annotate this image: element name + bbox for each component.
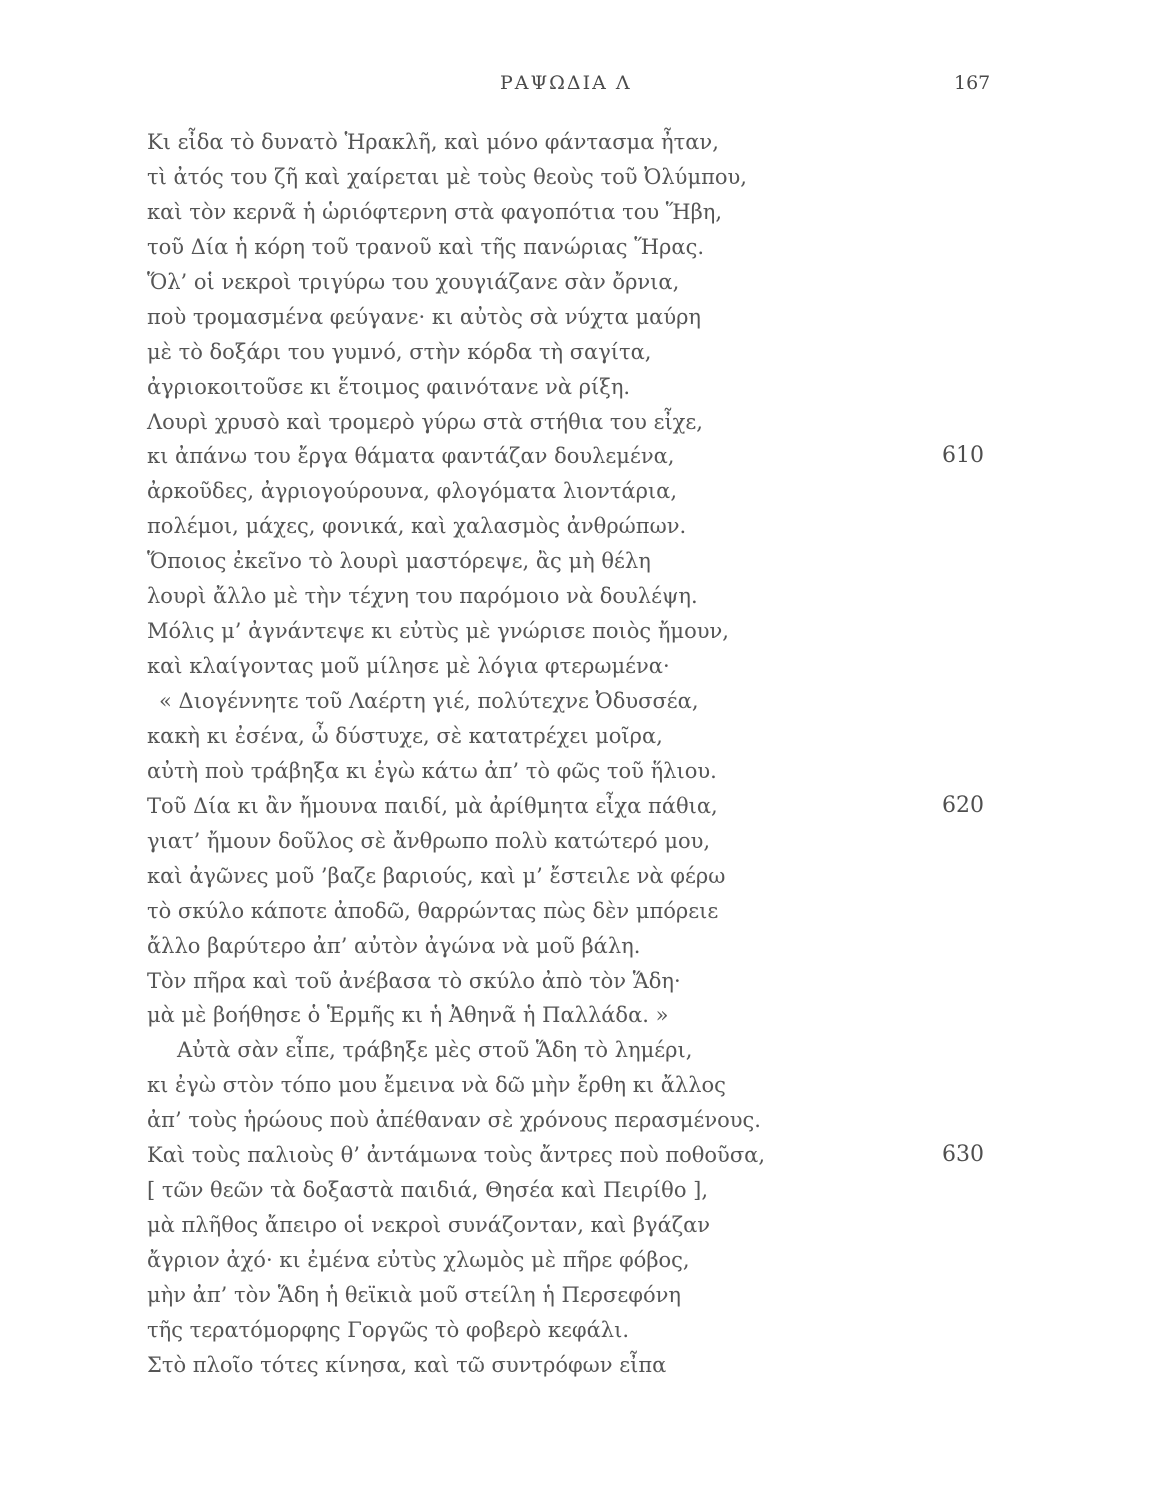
verse-text: καὶ κλαίγοντας μοῦ μίλησε μὲ λόγια φτερωμένα· (147, 654, 670, 679)
verse-text: λουρὶ ἄλλο μὲ τὴν τέχνη του παρόμοιο νὰ δουλέψη. (147, 584, 698, 609)
verse-line (147, 789, 1047, 824)
line-number: 620 (942, 792, 984, 818)
verse-text: καὶ ἀγῶνες μοῦ ’βαζε βαριούς, καὶ μ’ ἔστειλε νὰ φέρω (147, 863, 726, 888)
verse-text: ἄγριον ἀχό· κι ἐμένα εὐτὺς χλωμὸς μὲ πῆρε φόβος, (147, 1248, 690, 1272)
verse-line (147, 230, 1047, 265)
verse-line (147, 544, 1047, 579)
verse-line (147, 684, 1047, 719)
verse-line (147, 1278, 1047, 1313)
verse-text: Αὐτὰ σὰν εἶπε, τράβηξε μὲς στοῦ Ἅδη τὸ λημέρι, (177, 1038, 693, 1063)
verse-line (147, 824, 1047, 859)
verse-text: τῆς τερατόμορφης Γοργῶς τὸ φοβερὸ κεφάλι. (147, 1317, 630, 1342)
verse-text: τὸ σκύλο κάποτε ἀποδῶ, θαρρώντας πὼς δὲν μπόρειε (147, 898, 719, 923)
verse-text: κακὴ κι ἐσένα, ὦ δύστυχε, σὲ κατατρέχει μοῖρα, (147, 723, 663, 748)
verse-line (147, 439, 1047, 474)
verse-line (147, 1313, 1047, 1348)
line-number: 610 (942, 443, 984, 469)
verse-line (147, 998, 1047, 1033)
running-head (0, 72, 1149, 102)
verse-text: Τοῦ Δία κι ἂν ἤμουνα παιδί, μὰ ἀρίθμητα εἶχα πάθια, (147, 793, 718, 818)
page-number: 167 (954, 72, 991, 94)
verse-text: « Διογέννητε τοῦ Λαέρτη γιέ, πολύτεχνε Ὀδυσσέα, (159, 689, 699, 713)
verse-line (147, 1243, 1047, 1278)
verse-line (147, 474, 1047, 509)
verse-line (147, 964, 1047, 999)
verse-line (147, 579, 1047, 614)
verse-text: Λουρὶ χρυσὸ καὶ τρομερὸ γύρω στὰ στήθια του εἶχε, (147, 409, 703, 434)
verse-text: κι ἐγὼ στὸν τόπο μου ἔμεινα νὰ δῶ μὴν ἔρθη κι ἄλλος (147, 1073, 726, 1098)
verse-text: κι ἀπάνω του ἔργα θάματα φαντάζαν δουλεμένα, (147, 444, 675, 469)
verse-text: μὰ πλῆθος ἄπειρο οἱ νεκροὶ συνάζονταν, καὶ βγάζαν (147, 1213, 711, 1238)
verse-text: γιατ’ ἤμουν δοῦλος σὲ ἄνθρωπο πολὺ κατώτερό μου, (147, 828, 711, 853)
verse-text: αὐτὴ ποὺ τράβηξα κι ἐγὼ κάτω ἀπ’ τὸ φῶς τοῦ ἥλιου. (147, 758, 717, 783)
verse-text: μὴν ἀπ’ τὸν Ἅδη ἡ θεϊκιὰ μοῦ στείλη ἡ Περσεφόνη (147, 1282, 681, 1307)
verse-text: ἀρκοῦδες, ἀγριογούρουνα, φλογόματα λιοντάρια, (147, 479, 678, 504)
chapter-title: ΡΑΨΩΔΙΑ Λ (500, 72, 632, 94)
verse-line (147, 1103, 1047, 1138)
verse-line (147, 195, 1047, 230)
verse-text: Ὅποιος ἐκεῖνο τὸ λουρὶ μαστόρεψε, ἂς μὴ θέλη (147, 549, 651, 574)
verse-text: μὰ μὲ βοήθησε ὁ Ἑρμῆς κι ἡ Ἀθηνᾶ ἡ Παλλάδα. » (147, 1003, 669, 1028)
verse-text: Καὶ τοὺς παλιοὺς θ’ ἀντάμωνα τοὺς ἄντρες ποὺ ποθοῦσα, (147, 1143, 766, 1168)
verse-text: ποὺ τρομασμένα φεύγανε· κι αὐτὸς σὰ νύχτα μαύρη (147, 304, 702, 329)
verse-line (147, 370, 1047, 405)
verse-line (147, 1068, 1047, 1103)
verse-line (147, 265, 1047, 300)
verse-line (147, 1348, 1047, 1383)
verse-line (147, 300, 1047, 335)
verse-line (147, 1173, 1047, 1208)
verse-line (147, 509, 1047, 544)
verse-text: τοῦ Δία ἡ κόρη τοῦ τρανοῦ καὶ τῆς πανώριας Ἥρας. (147, 234, 705, 259)
verse-line (147, 649, 1047, 684)
verse-line (147, 859, 1047, 894)
verse-line (147, 614, 1047, 649)
verse-line (147, 719, 1047, 754)
verse-text: καὶ τὸν κερνᾶ ἡ ὡριόφτερνη στὰ φαγοπότια του Ἥβη, (147, 199, 723, 224)
verse-line (147, 754, 1047, 789)
verse-block (147, 125, 1047, 1383)
verse-text: τὶ ἀτός του ζῆ καὶ χαίρεται μὲ τοὺς θεοὺς τοῦ Ὀλύμπου, (147, 164, 747, 189)
verse-text: Μόλις μ’ ἀγνάντεψε κι εὐτὺς μὲ γνώρισε ποιὸς ἤμουν, (147, 619, 729, 644)
verse-line (147, 894, 1047, 929)
verse-line (147, 929, 1047, 964)
verse-line (147, 1033, 1047, 1068)
verse-line (147, 125, 1047, 160)
verse-text: Κι εἶδα τὸ δυνατὸ Ἡρακλῆ, καὶ μόνο φάντασμα ἦταν, (147, 130, 719, 154)
verse-text: [ τῶν θεῶν τὰ δοξαστὰ παιδιά, Θησέα καὶ Πειρίθο ], (147, 1178, 709, 1203)
verse-line (147, 1208, 1047, 1243)
verse-text: ἄλλο βαρύτερο ἀπ’ αὐτὸν ἀγώνα νὰ μοῦ βάλη. (147, 933, 641, 958)
verse-line (147, 405, 1047, 440)
verse-line (147, 1138, 1047, 1173)
verse-text: Ὅλ’ οἱ νεκροὶ τριγύρω του χουγιάζανε σὰν ὄρνια, (147, 269, 680, 294)
verse-text: μὲ τὸ δοξάρι του γυμνό, στὴν κόρδα τὴ σαγίτα, (147, 339, 652, 364)
verse-line (147, 160, 1047, 195)
line-number: 630 (942, 1142, 984, 1168)
verse-text: Στὸ πλοῖο τότες κίνησα, καὶ τῶ συντρόφων εἶπα (147, 1352, 667, 1377)
verse-text: πολέμοι, μάχες, φονικά, καὶ χαλασμὸς ἀνθρώπων. (147, 514, 687, 539)
verse-line (147, 335, 1047, 370)
verse-text: ἀπ’ τοὺς ἡρώους ποὺ ἀπέθαναν σὲ χρόνους περασμένους. (147, 1108, 761, 1133)
verse-text: Τὸν πῆρα καὶ τοῦ ἀνέβασα τὸ σκύλο ἀπὸ τὸν Ἅδη· (147, 968, 681, 993)
verse-text: ἀγριοκοιτοῦσε κι ἕτοιμος φαινότανε νὰ ρίξη. (147, 374, 631, 399)
